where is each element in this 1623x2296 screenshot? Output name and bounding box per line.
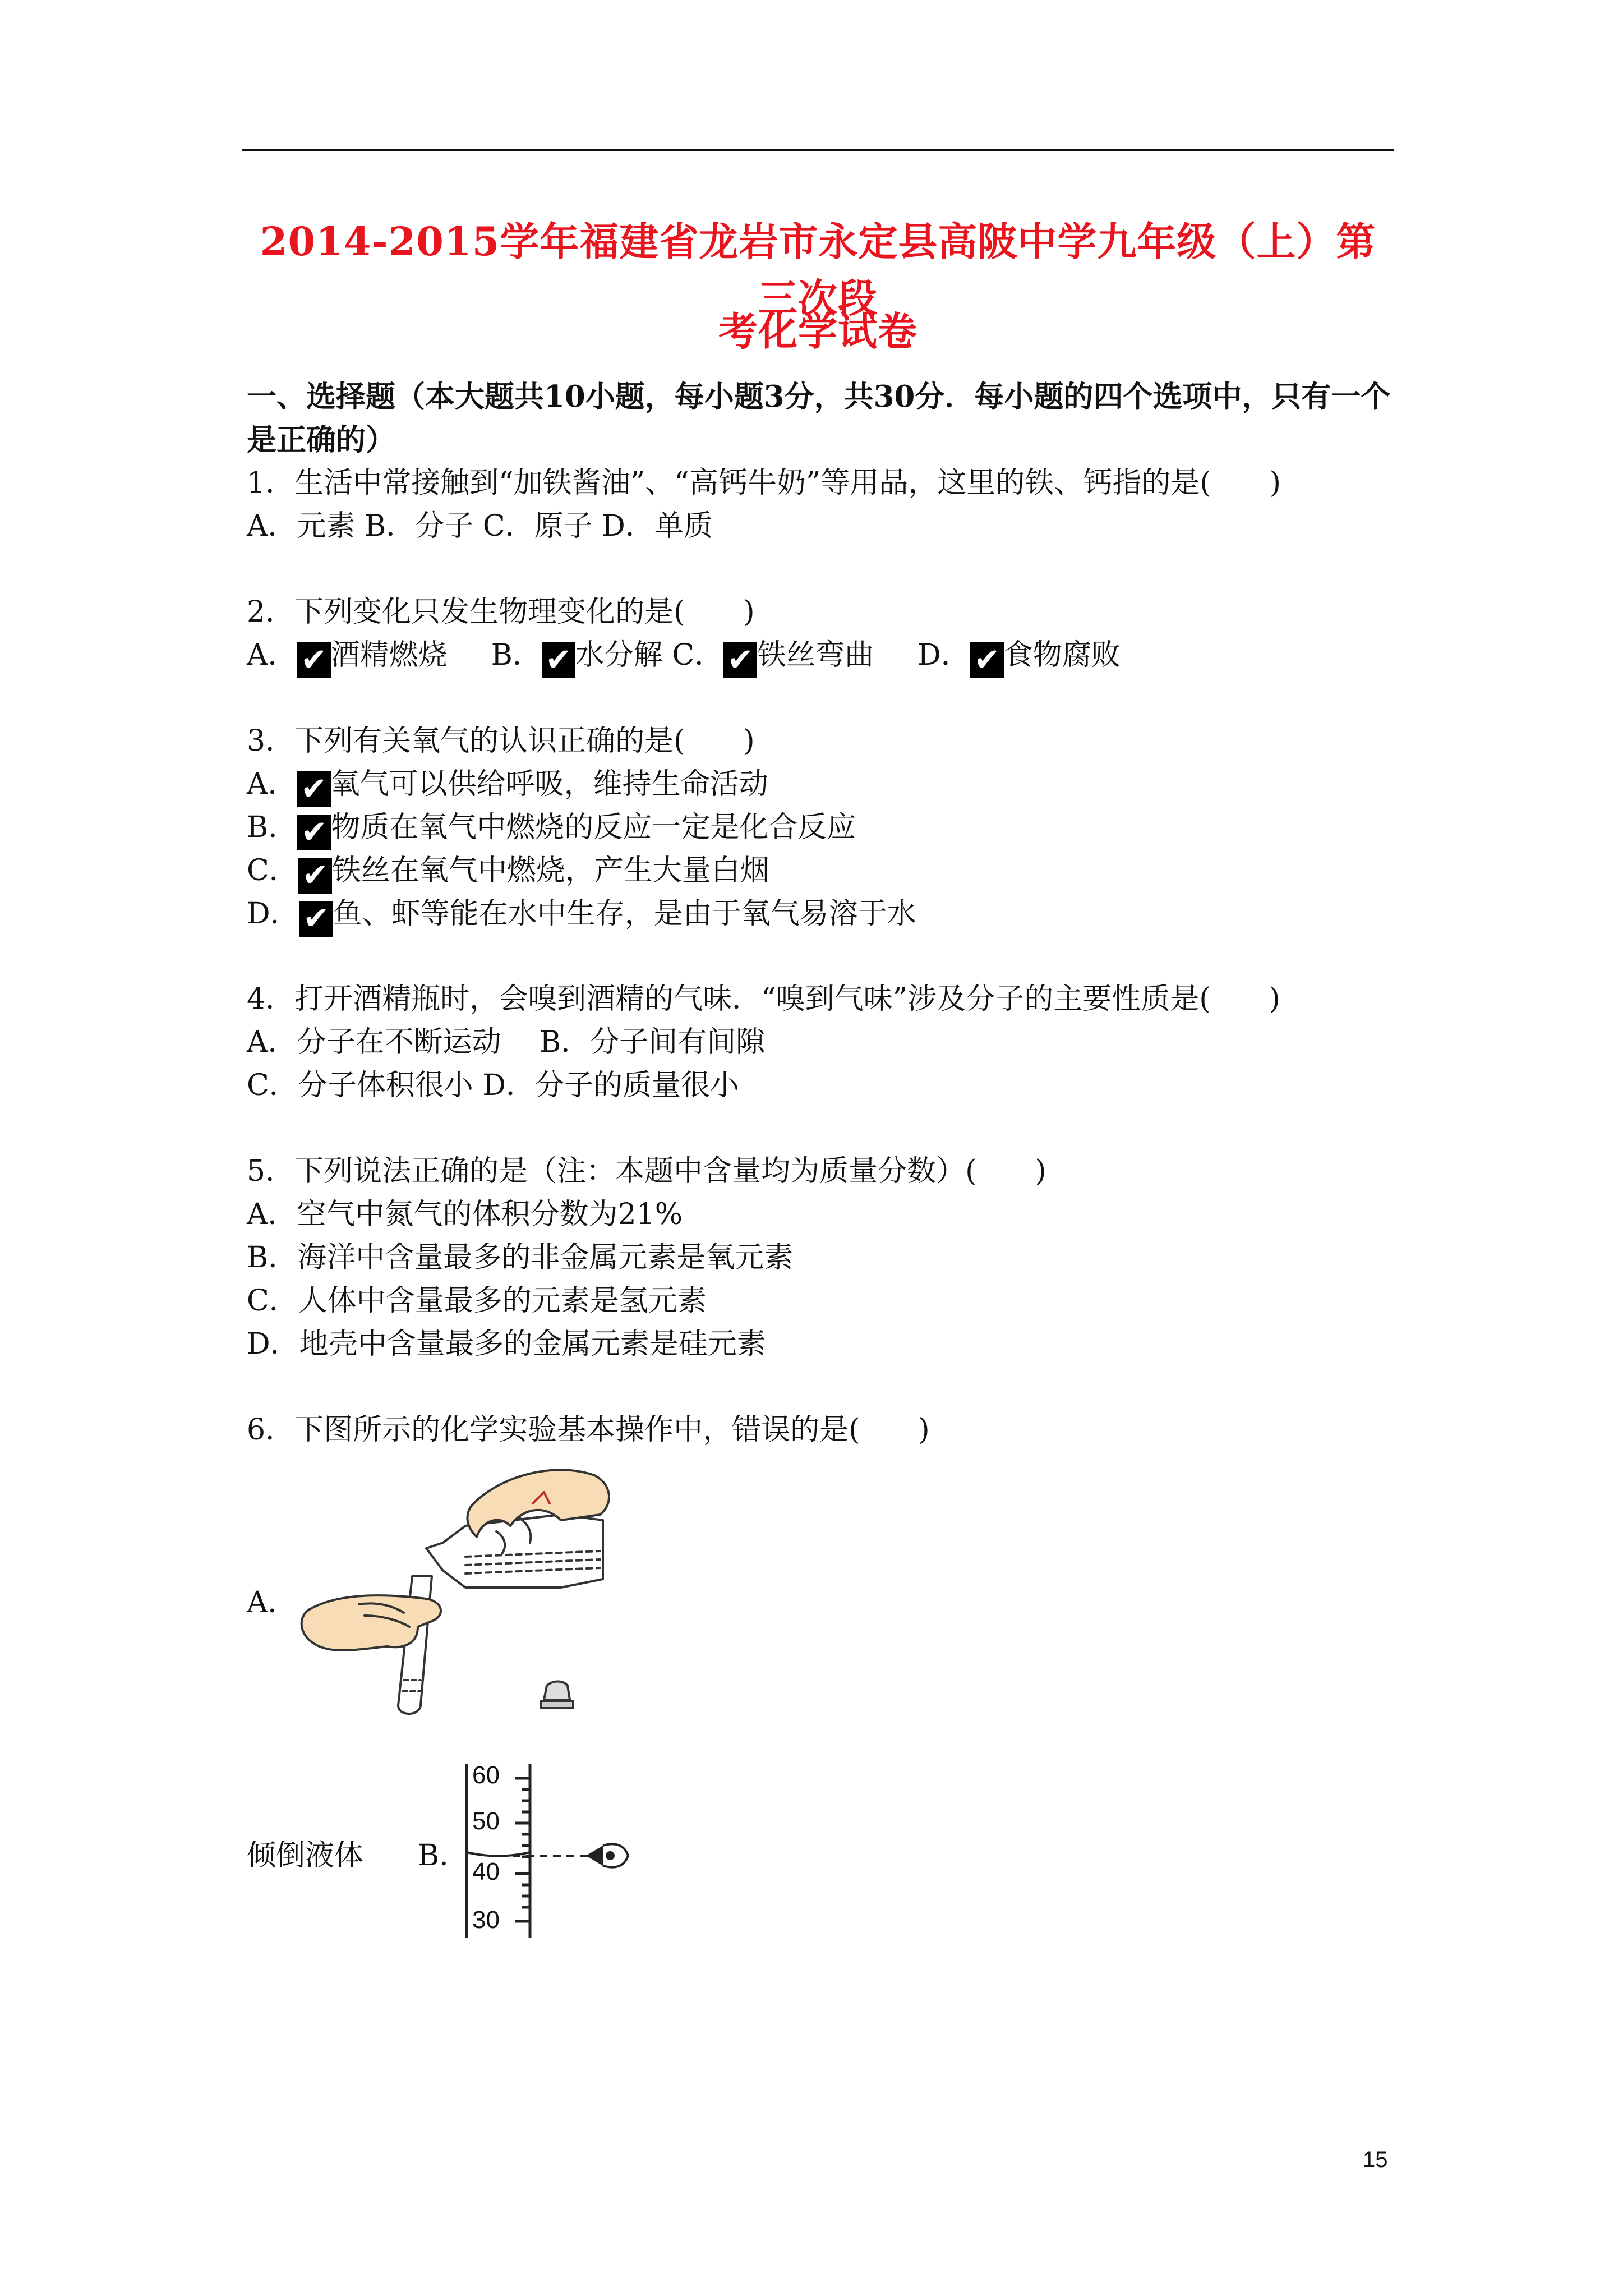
q3-d-text: 鱼、虾等能在水中生存，是由于氧气易溶于水 [333,897,916,931]
q6-a-caption: 倾倒液体 [247,1839,364,1872]
check-icon: ✔ [542,642,575,678]
q2-c-label: C． [672,638,724,672]
q3-c-text: 铁丝在氧气中燃烧，产生大量白烟 [331,854,769,887]
q3-option-d [247,890,916,937]
q2-options [247,631,1121,678]
q2-stem: 2．下列变化只发生物理变化的是( ) [247,595,755,629]
check-icon: ✔ [297,815,331,850]
check-icon: ✔ [970,642,1004,678]
q3-option-c [247,846,769,894]
q3-option-a [247,760,768,807]
check-icon: ✔ [298,858,332,894]
q1-options: A．元素 B．分子 C．原子 D．单质 [247,509,713,543]
check-icon: ✔ [723,642,757,678]
doc-title-line1: 2014-2015学年福建省龙岩市永定县高陂中学九年级（上）第三次段 [260,218,1376,321]
q6-stem: 6．下图所示的化学实验基本操作中，错误的是( ) [247,1413,930,1447]
doc-title-line2: 考化学试卷 [718,308,917,355]
graduated-cylinder-illustration [460,1761,639,1941]
q2-d-text: 食物腐败 [1003,638,1121,672]
cylinder-tick-label: 30 [472,1906,500,1934]
q3-d-label: D． [247,897,299,931]
cylinder-tick-label: 40 [472,1858,500,1885]
pouring-liquid-illustration [297,1458,623,1728]
q5-option-d: D．地壳中含量最多的金属元素是硅元素 [247,1327,766,1361]
q6-a-label: A． [247,1586,297,1619]
q5-option-c: C．人体中含量最多的元素是氢元素 [247,1284,707,1318]
q4-options-row2: C．分子体积很小 D．分子的质量很小 [247,1069,740,1102]
q3-a-label: A． [247,767,297,801]
q3-option-b [247,803,856,850]
q3-c-label: C． [247,854,298,887]
q4-options-row1: A．分子在不断运动 B．分子间有间隙 [247,1025,766,1059]
q4-stem: 4．打开酒精瓶时，会嗅到酒精的气味．“嗅到气味”涉及分子的主要性质是( ) [247,982,1280,1016]
page-number: 15 [1363,2147,1388,2172]
q5-option-a: A．空气中氮气的体积分数为21% [247,1198,683,1231]
section-heading-line1: 一、选择题（本大题共10小题，每小题3分，共30分．每小题的四个选项中，只有一个 [247,379,1391,414]
q1-stem: 1．生活中常接触到“加铁酱油”、“高钙牛奶”等用品，这里的铁、钙指的是( ) [247,466,1281,500]
q5-stem: 5．下列说法正确的是（注：本题中含量均为质量分数）( ) [247,1154,1046,1188]
q2-a-label: A． [247,638,297,672]
check-icon: ✔ [297,642,331,678]
check-icon: ✔ [299,901,333,937]
q3-b-label: B． [247,811,298,844]
q2-a-text: 酒精燃烧 [330,638,448,672]
q3-a-text: 氧气可以供给呼吸，维持生命活动 [330,767,768,801]
cylinder-tick-label: 60 [472,1761,500,1789]
cylinder-tick-label: 50 [472,1807,500,1835]
q3-stem: 3．下列有关氧气的认识正确的是( ) [247,724,755,758]
section-heading-line2: 是正确的） [247,422,395,457]
q2-b-label: B． [491,638,542,672]
q2-d-label: D． [917,638,970,672]
eye-icon [586,1844,628,1867]
q2-c-text: 铁丝弯曲 [757,638,874,672]
header-rule [242,149,1394,151]
q5-option-b: B．海洋中含量最多的非金属元素是氧元素 [247,1241,794,1274]
q3-b-text: 物质在氧气中燃烧的反应一定是化合反应 [331,811,856,844]
q6-b-label: B． [418,1839,469,1872]
check-icon: ✔ [297,771,331,807]
q2-b-text: 水分解 [575,638,663,672]
